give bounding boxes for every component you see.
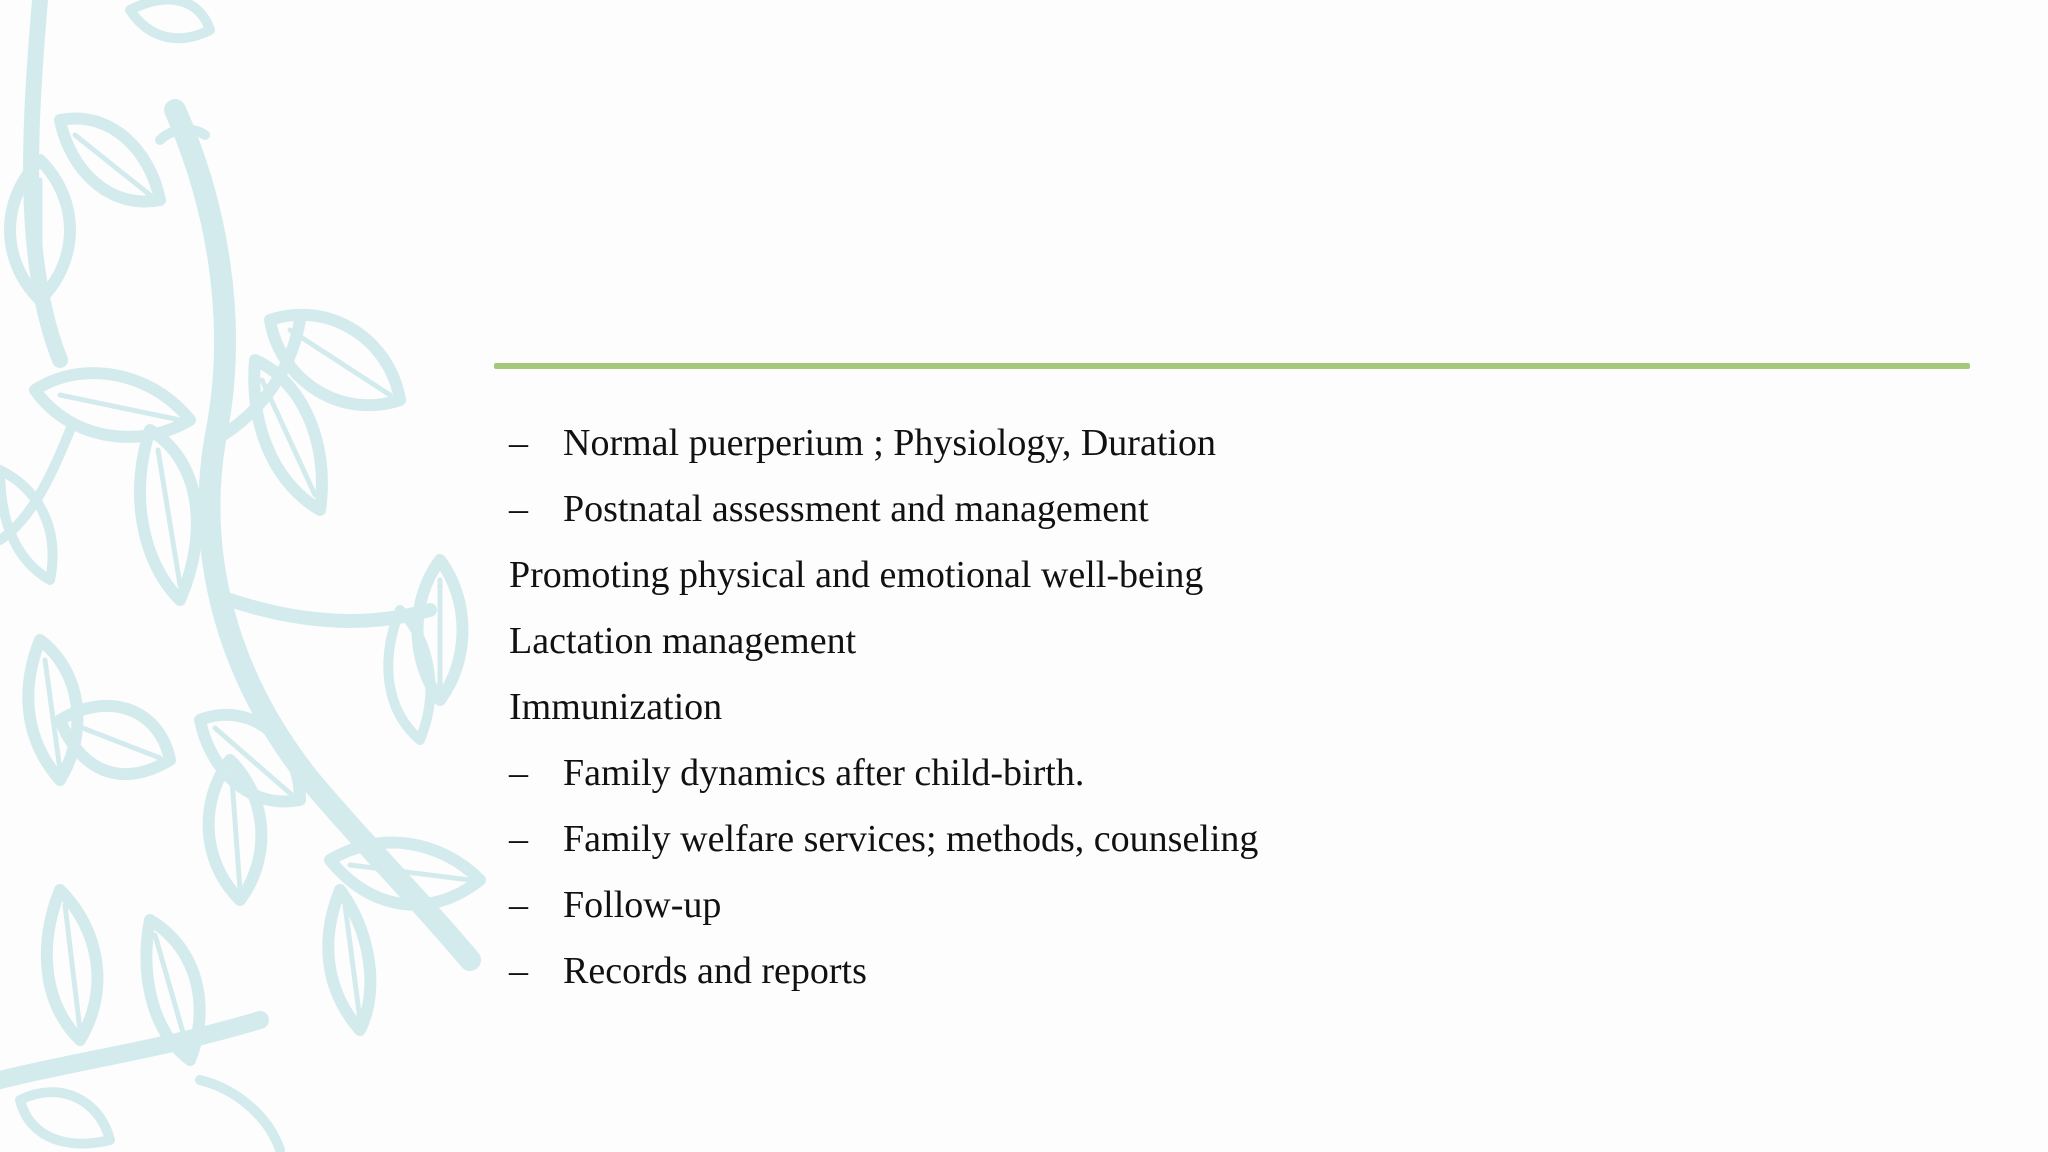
list-item-text: Normal puerperium ; Physiology, Duration [563,422,1216,464]
list-item-text: Immunization [509,686,723,728]
bullet-list [509,410,1949,1004]
list-item-text: Lactation management [509,620,857,662]
bullet-dash: – [509,422,528,464]
list-item [509,410,1949,476]
list-item [509,872,1949,938]
list-item-text: Postnatal assessment and management [563,488,1149,530]
list-item-text: Records and reports [563,950,867,992]
bullet-dash: – [509,488,528,530]
list-item [509,608,1949,674]
bullet-dash: – [509,884,528,926]
title-divider-rule [494,363,1970,369]
list-item [509,542,1949,608]
list-item [509,938,1949,1004]
list-item [509,740,1949,806]
list-item [509,806,1949,872]
list-item-text: Promoting physical and emotional well-being [509,554,1204,596]
list-item-text: Follow-up [563,884,722,926]
list-item-text: Family welfare services; methods, counseling [563,818,1259,860]
list-item [509,674,1949,740]
list-item-text: Family dynamics after child-birth. [563,752,1085,794]
bullet-dash: – [509,950,528,992]
bullet-dash: – [509,818,528,860]
bullet-dash: – [509,752,528,794]
list-item [509,476,1949,542]
